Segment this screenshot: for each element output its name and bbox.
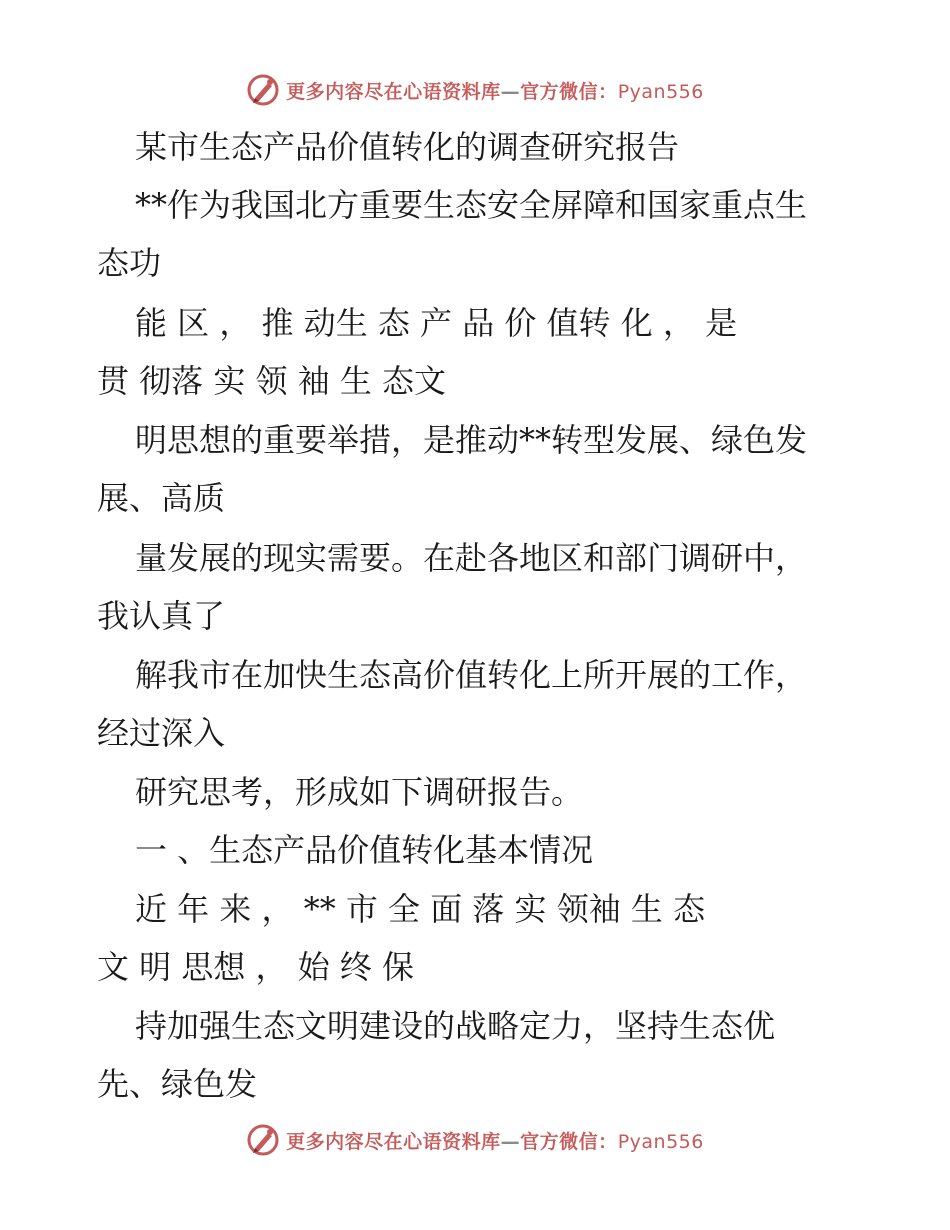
pen-logo-icon [246,1123,280,1157]
paragraph-line: 明思想的重要举措，是推动**转型发展、绿色发 [135,421,808,459]
watermark-separator: — [500,80,521,103]
section-heading: 一 、生态产品价值转化基本情况 [135,831,594,869]
paragraph-line: 贯 彻落 实 领 袖 生 态文 [97,362,447,400]
watermark-text [286,77,704,104]
watermark-text [286,1127,704,1154]
paragraph-line: 先、绿色发 [97,1065,258,1103]
paragraph-line: 近 年 来 ， ** 市 全 面 落 实 领袖 生 态 [135,890,706,928]
pen-logo-icon [246,73,280,107]
watermark-suffix: 官方微信： [520,80,618,103]
watermark-header [0,70,950,110]
watermark-brand: 更多内容尽在心语资料库 [286,80,501,103]
watermark-suffix: 官方微信： [520,1130,618,1153]
paragraph-line: 能 区 ， 推 动生 态 产 品 价 值转 化 ， 是 [135,304,738,342]
watermark-account: Pyan556 [617,80,704,103]
paragraph-line: 文 明 思想 ， 始 终 保 [97,948,415,986]
document-title: 某市生态产品价值转化的调查研究报告 [135,128,680,166]
paragraph-line: 经过深入 [97,714,226,752]
paragraph-line: 展、高质 [97,479,226,517]
watermark-brand: 更多内容尽在心语资料库 [286,1130,501,1153]
watermark-footer [0,1120,950,1160]
paragraph-line: **作为我国北方重要生态安全屏障和国家重点生 [135,186,808,224]
paragraph-line: 态功 [97,244,162,282]
paragraph-line: 研究思考，形成如下调研报告。 [135,773,584,811]
paragraph-line: 持加强生态文明建设的战略定力，坚持生态优 [135,1007,776,1045]
watermark-separator: — [500,1130,521,1153]
watermark-account: Pyan556 [617,1130,704,1153]
paragraph-line: 量发展的现实需要。在赴各地区和部门调研中， [135,539,808,577]
paragraph-line: 我认真了 [97,597,226,635]
paragraph-line: 解我市在加快生态高价值转化上所开展的工作， [135,656,808,694]
